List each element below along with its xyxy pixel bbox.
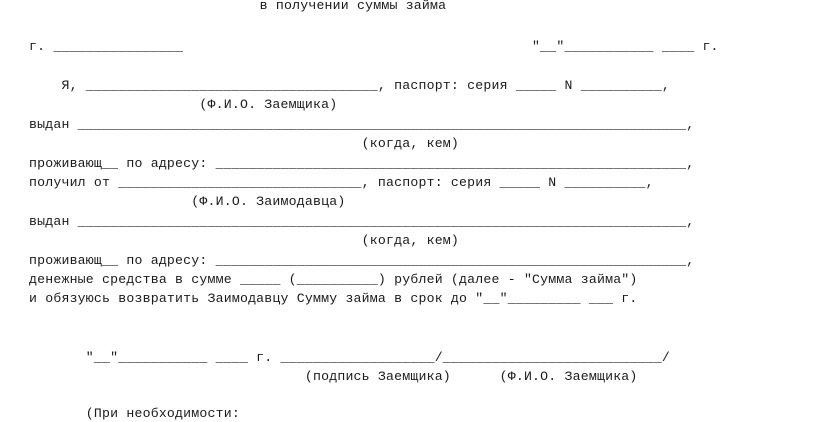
borrower-line: Я, ____________________________________, паспорт: серия _____ N __________, (29, 78, 670, 93)
place-date-line: г. ________________ "__"___________ ____ г. (29, 39, 719, 54)
signature-line: "__"___________ ____ г. ___________________/___________________________/ (29, 350, 670, 365)
repayment-term-line: и обязуюсь возвратить Заимодавцу Сумму займа в срок до "__"_________ ___ г. (29, 291, 638, 306)
lender-name-caption: (Ф.И.О. Заимодавца) (29, 194, 346, 209)
lender-address-line: проживающ__ по адресу: __________________________________________________________, (29, 253, 695, 268)
signature-caption: (подпись Заемщика) (Ф.И.О. Заемщика) (29, 369, 638, 384)
lender-issued-line: выдан ___________________________________________________________________________, (29, 214, 695, 229)
borrower-address-line: проживающ__ по адресу: __________________________________________________________, (29, 156, 695, 171)
optional-note: (При необходимости: (29, 406, 240, 421)
borrower-issued-caption: (когда, кем) (29, 136, 460, 151)
borrower-issued-line: выдан ___________________________________________________________________________, (29, 117, 695, 132)
loan-amount-line: денежные средства в сумме _____ (__________) рублей (далее - "Сумма займа") (29, 272, 638, 287)
document-subtitle: в получении суммы займа (0, 0, 447, 13)
lender-line: получил от ______________________________, паспорт: серия _____ N __________, (29, 175, 654, 190)
borrower-name-caption: (Ф.И.О. Заемщика) (29, 97, 338, 112)
lender-issued-caption: (когда, кем) (29, 233, 460, 248)
